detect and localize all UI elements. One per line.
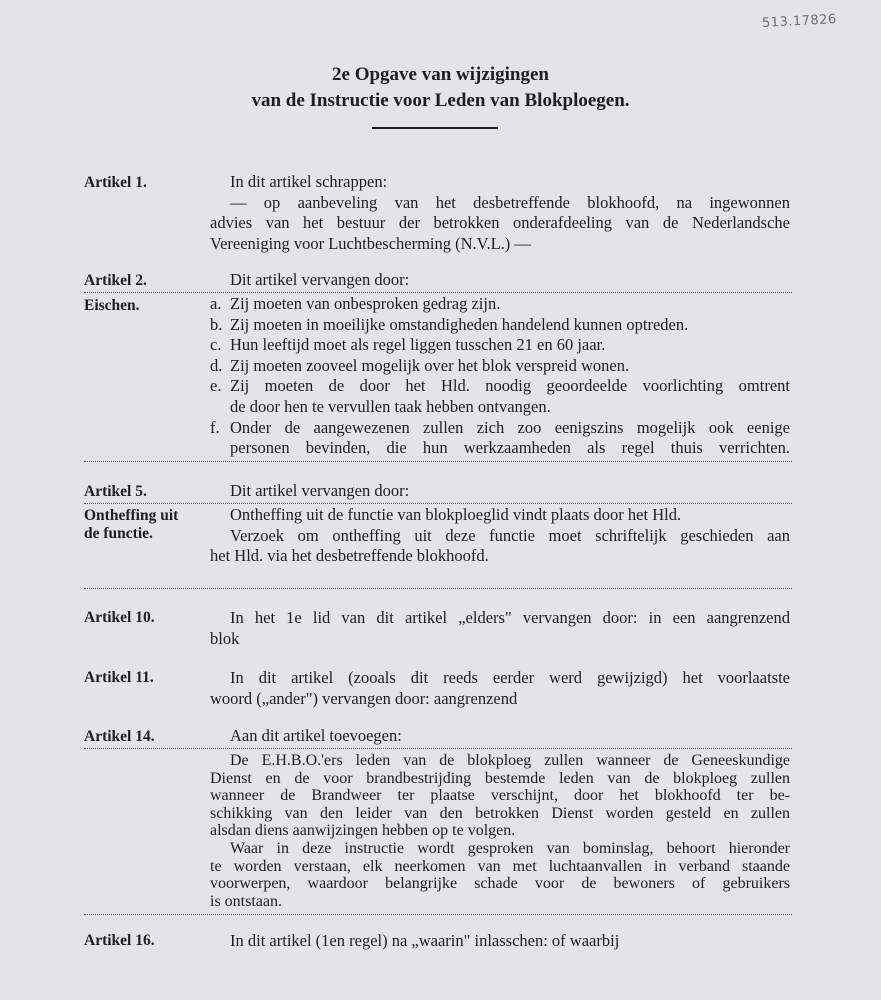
item-letter: b. <box>210 314 223 334</box>
text-line: Zij moeten zooveel mogelijk over het blok verspreid wonen. <box>230 355 630 375</box>
article-label: Artikel 5. <box>84 483 147 500</box>
article-14-body <box>210 752 790 910</box>
text-line: Zij moeten in moeilijke omstandigheden handelend kunnen optreden. <box>230 314 689 334</box>
title-line-1: 2e Opgave van wijzigingen <box>332 64 549 85</box>
article-5-body <box>210 505 790 567</box>
article-intro: Dit artikel vervangen door: <box>230 270 410 289</box>
requirements-list <box>210 294 790 459</box>
article-1-body <box>210 172 790 254</box>
article-intro-block <box>210 726 790 746</box>
article-label: Artikel 16. <box>84 932 155 949</box>
dotted-divider <box>84 588 792 589</box>
article-label: Artikel 14. <box>84 728 155 745</box>
article-intro: Aan dit artikel toevoegen: <box>230 726 402 745</box>
text-line: Zij moeten van onbesproken gedrag zijn. <box>230 294 501 313</box>
text-line: Ontheffing uit de functie van blokploeglid vindt plaats door het Hld. <box>230 505 682 524</box>
sublabel-line: Ontheffing uit <box>84 507 179 524</box>
text-line: Zij moeten de door het Hld. noodig geoordeelde voorlichting omtrent <box>230 376 790 396</box>
item-letter: d. <box>210 355 223 375</box>
article-label: Artikel 2. <box>84 272 147 289</box>
list-item <box>210 315 790 336</box>
title-line-2: van de Instructie voor Leden van Blokploegen. <box>251 90 630 111</box>
item-letter: e. <box>210 376 222 396</box>
text-line: Dienst en de voor brandbestrijding bestemde leden van de blokploeg zullen <box>210 769 790 787</box>
article-sublabel: Eischen. <box>84 297 140 314</box>
text-line: de door hen te vervullen taak hebben ontvangen. <box>230 396 551 416</box>
archive-number: 513.17826 <box>761 12 838 31</box>
dotted-divider <box>84 292 792 293</box>
list-item <box>210 376 790 417</box>
text-line: personen bevinden, die hun werkzaamheden als regel thuis verrichten. <box>230 438 790 458</box>
text-line: schikking van den leider van den betrokken Dienst worden gesteld en zullen <box>210 804 790 822</box>
article-intro-block <box>210 481 790 501</box>
text-line: woord („ander") vervangen door: aangrenzend <box>210 689 518 708</box>
text-line: alsdan diens aanwijzingen hebben op te volgen. <box>210 822 516 840</box>
text-line: Waar in deze instructie wordt gesproken van bominslag, behoort hieronder <box>230 839 790 857</box>
article-label: Artikel 11. <box>84 669 154 686</box>
list-item <box>210 294 790 315</box>
list-item <box>210 335 790 356</box>
dotted-divider <box>84 461 792 462</box>
list-item <box>210 418 790 459</box>
title-rule <box>372 127 498 129</box>
text-line: De E.H.B.O.'ers leden van de blokploeg zullen wanneer de Geneeskundige <box>230 752 790 769</box>
text-line: In dit artikel (1en regel) na „waarin" inlasschen: of waarbij <box>230 931 620 950</box>
article-16-body <box>210 930 790 951</box>
dotted-divider <box>84 748 792 749</box>
text-line: het Hld. via het desbetreffende blokhoofd. <box>210 546 489 565</box>
item-letter: f. <box>210 417 220 437</box>
text-line: advies van het bestuur der betrokken onderafdeeling van de Nederlandsche <box>210 213 790 232</box>
text-line: Hun leeftijd moet als regel liggen tusschen 21 en 60 jaar. <box>230 335 606 355</box>
item-letter: a. <box>210 294 222 313</box>
article-11-body <box>210 667 790 709</box>
text-line: voorwerpen, waardoor belangrijke schade voor de bewoners of gebruikers <box>210 875 790 893</box>
article-10-body <box>210 607 790 649</box>
text-line: In dit artikel (zooals dit reeds eerder werd gewijzigd) het voorlaatste <box>230 668 790 687</box>
article-intro: Dit artikel vervangen door: <box>230 481 410 500</box>
sublabel-line: de functie. <box>84 525 153 542</box>
article-label: Artikel 1. <box>84 174 147 191</box>
text-line: In het 1e lid van dit artikel „elders" vervangen door: in een aangrenzend <box>230 608 790 627</box>
article-sublabel <box>84 507 178 543</box>
text-line: te worden verstaan, elk neerkomen van met luchtaanvallen in verband staande <box>210 857 790 875</box>
text-line: is ontstaan. <box>210 892 282 910</box>
text-line: Onder de aangewezenen zullen zich zoo eenigszins mogelijk ook eenige <box>230 417 790 437</box>
item-letter: c. <box>210 335 222 355</box>
dotted-divider <box>84 914 792 915</box>
text-line: wanneer de Brandweer ter plaatse verschijnt, door het blokhoofd ter be- <box>210 787 790 805</box>
article-intro-block <box>210 270 790 290</box>
dotted-divider <box>84 503 792 504</box>
text-line: — op aanbeveling van het desbetreffende blokhoofd, na ingewonnen <box>230 192 790 212</box>
list-item <box>210 356 790 377</box>
text-line: Vereeniging voor Luchtbescherming (N.V.L.) — <box>210 233 531 253</box>
article-intro: In dit artikel schrappen: <box>230 172 388 191</box>
article-label: Artikel 10. <box>84 609 155 626</box>
text-line: blok <box>210 629 240 648</box>
text-line: Verzoek om ontheffing uit deze functie moet schriftelijk geschieden aan <box>230 525 790 545</box>
